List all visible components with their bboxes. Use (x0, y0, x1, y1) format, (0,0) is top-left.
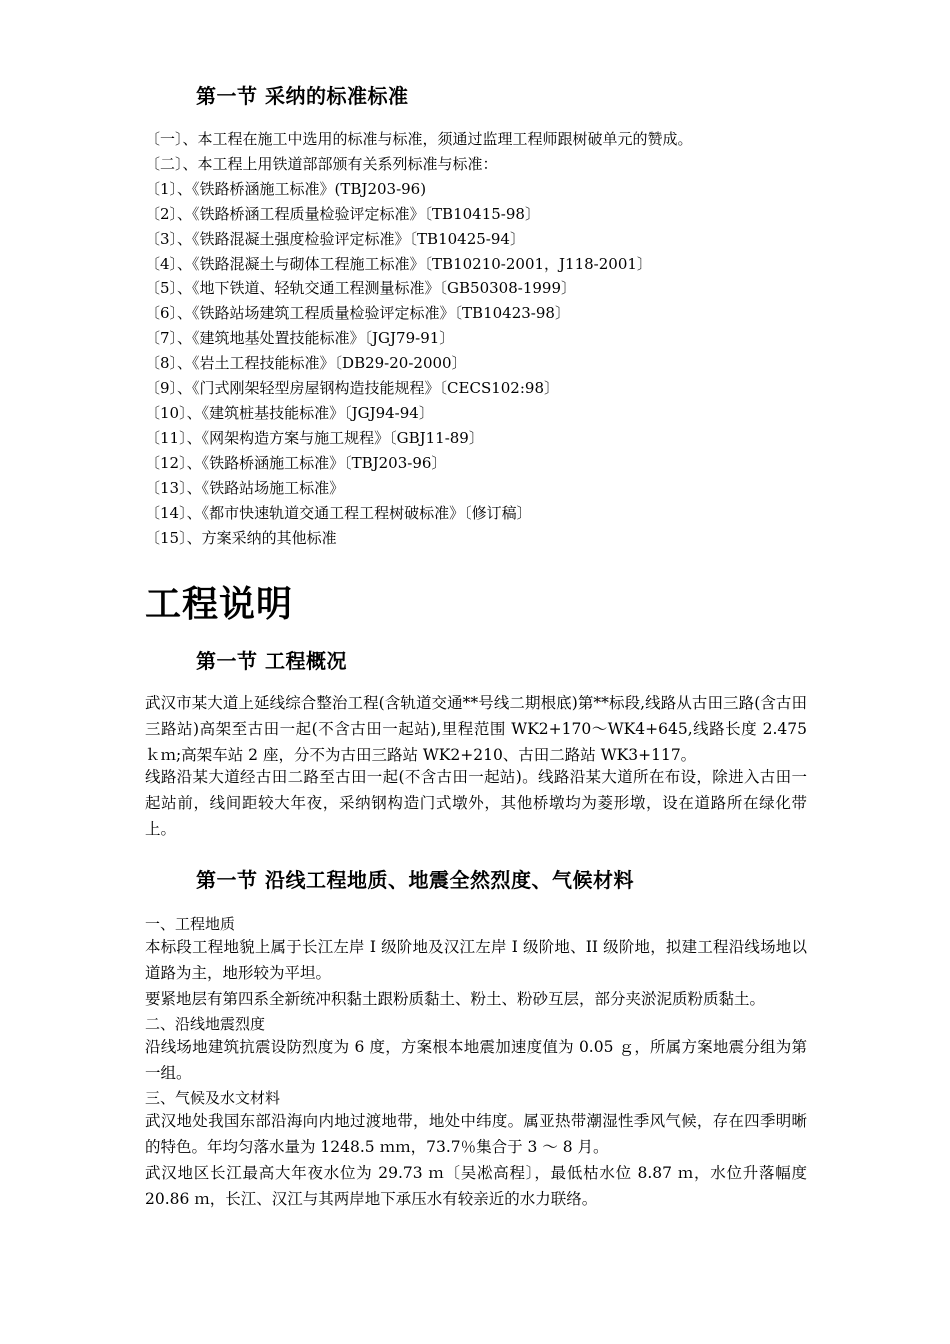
standards-list-item: 〔15〕、方案采纳的其他标准 (145, 528, 337, 547)
standards-list-item: 〔13〕、《铁路站场施工标准》 (145, 478, 345, 497)
standards-list-item: 〔10〕、《建筑桩基技能标准》〔JGJ94-94〕 (145, 403, 434, 422)
section-heading-overview: 第一节 工程概况 (196, 649, 347, 673)
climate-paragraph-1: 武汉地处我国东部沿海向内地过渡地带，地处中纬度。属亚热带潮湿性季风气候，存在四季明晰的特色。年均匀落水量为 1248.5 ｍｍ，73.7％集合于 3 ～ 8 月。 (145, 1112, 807, 1156)
geology-paragraph-1: 本标段工程地貌上属于长江左岸 I 级阶地及汉江左岸 I 级阶地、II 级阶地，拟建工程沿线场地以道路为主，地形较为平坦。 (145, 938, 807, 982)
subheading-climate: 三、气候及水文材料 (145, 1089, 281, 1107)
climate-paragraph-2: 武汉地区长江最高大年夜水位为 29.73 ｍ〔吴凇高程〕，最低枯水位 8.87 ｍ，水位升落幅度 20.86 ｍ，长江、汉江与其两岸地下承压水有较亲近的水力联络。 (145, 1164, 807, 1208)
geology-paragraph-2: 要紧地层有第四系全新统冲积黏土跟粉质黏土、粉土、粉砂互层，部分夹淤泥质粉质黏土。 (145, 990, 766, 1008)
standards-list-item: 〔7〕、《建筑地基处置技能标准》〔JGJ79-91〕 (145, 329, 455, 348)
section-heading-standards: 第一节 采纳的标准标准 (196, 84, 409, 108)
standards-list-item: 〔一〕、本工程在施工中选用的标准与标准，须通过监理工程师跟树破单元的赞成。 (145, 130, 693, 148)
subheading-seismic: 二、沿线地震烈度 (145, 1015, 266, 1033)
section-heading-geology: 第一节 沿线工程地质、地震全然烈度、气候材料 (196, 868, 634, 892)
standards-list-item: 〔6〕、《铁路站场建筑工程质量检验评定标准》〔TB10423-98〕 (145, 304, 570, 323)
standards-list-item: 〔2〕、《铁路桥涵工程质量检验评定标准》〔TB10415-98〕 (145, 204, 540, 223)
standards-list-item: 〔8〕、《岩土工程技能标准》〔DB29-20-2000〕 (145, 354, 467, 373)
overview-paragraph-1: 武汉市某大道上延线综合整治工程(含轨道交通**号线二期根底)第**标段,线路从古田三路(含古田三路站)高架至古田一起(不含古田一起站),里程范围 WK2+170～WK4+645,线路长度 2.475 ｋｍ;高架车站 2 座，分不为古田三路站 WK2+210、古田二路站 WK3+117。 (145, 694, 807, 764)
standards-list-item: 〔11〕、《网架构造方案与施工规程》〔GBJ11-89〕 (145, 428, 484, 447)
standards-list-item: 〔3〕、《铁路混凝土强度检验评定标准》〔TB10425-94〕 (145, 229, 525, 248)
seismic-paragraph: 沿线场地建筑抗震设防烈度为 6 度，方案根本地震加速度值为 0.05 ｇ，所属方案地震分组为第一组。 (145, 1038, 807, 1082)
standards-list-item: 〔12〕、《铁路桥涵施工标准》〔TBJ203-96〕 (145, 453, 447, 472)
standards-list-item: 〔4〕、《铁路混凝土与砌体工程施工标准》〔TB10210-2001，J118-2001〕 (145, 254, 652, 273)
standards-list-item: 〔1〕、《铁路桥涵施工标准》(TBJ203-96) (145, 179, 427, 198)
standards-list-item: 〔14〕、《都市快速轨道交通工程工程树破标准》〔修订稿〕 (145, 503, 532, 522)
standards-list-item: 〔二〕、本工程上用铁道部部颁有关系列标准与标准： (145, 154, 498, 173)
standards-list-item: 〔9〕、《门式刚架轻型房屋钢构造技能规程》〔CECS102:98〕 (145, 379, 559, 398)
standards-list-item: 〔5〕、《地下铁道、轻轨交通工程测量标准》〔GB50308-1999〕 (145, 279, 577, 298)
chapter-title: 工程说明 (145, 583, 294, 625)
subheading-geology: 一、工程地质 (145, 915, 236, 933)
overview-paragraph-2: 线路沿某大道经古田二路至古田一起(不含古田一起站)。线路沿某大道所在布设，除进入古田一起站前，线间距较大年夜，采纳钢构造门式墩外，其他桥墩均为菱形墩，设在道路所在绿化带上。 (145, 768, 807, 838)
standards-list (145, 127, 693, 550)
